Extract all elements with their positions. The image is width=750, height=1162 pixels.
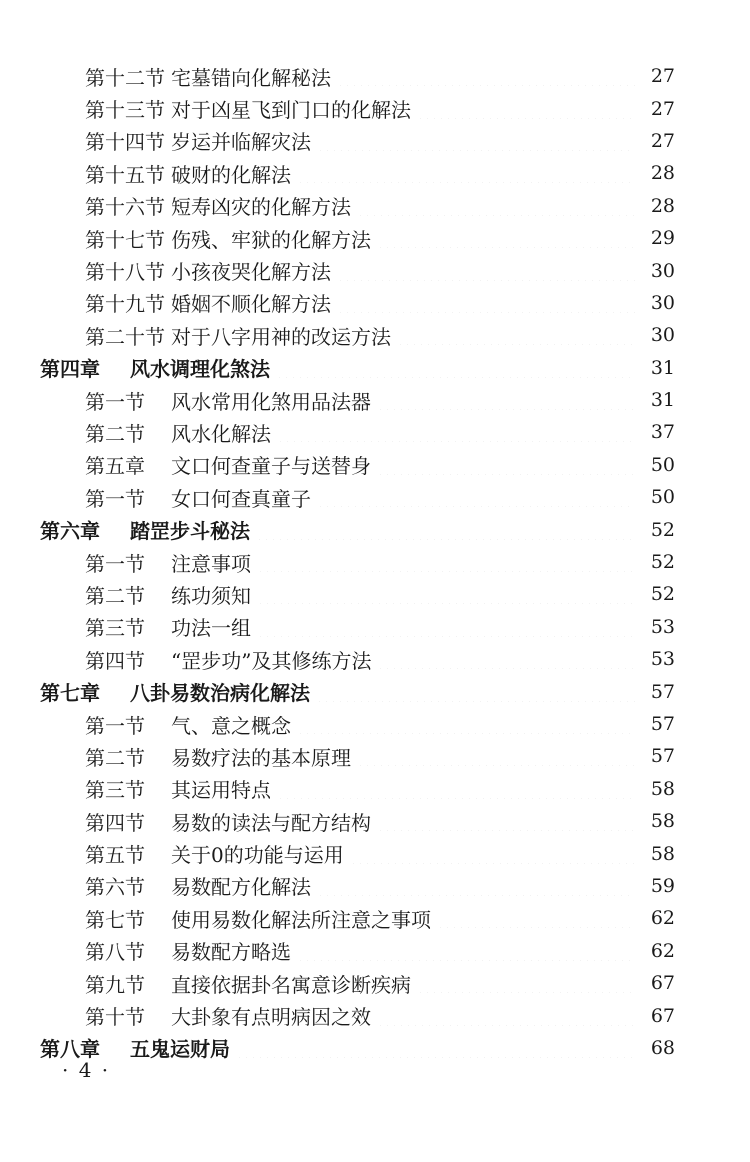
toc-entry-page-number: 31	[650, 356, 675, 379]
toc-entry-label: 第四节	[85, 810, 145, 835]
toc-entry-title: 踏罡步斗秘法	[130, 519, 250, 544]
toc-entry-label: 第一节	[85, 551, 145, 576]
toc-section-row[interactable]	[0, 287, 750, 319]
toc-section-row[interactable]	[0, 708, 750, 740]
toc-entry-title: 易数配方化解法	[171, 875, 311, 900]
dot-leader	[337, 66, 635, 86]
toc-entry-title: 直接依据卦名寓意诊断疾病	[171, 972, 411, 997]
toc-section-row[interactable]	[0, 805, 750, 837]
toc-entry-label: 第十八节	[85, 260, 165, 285]
dot-leader	[257, 617, 635, 637]
toc-entry-label: 第十二节	[85, 65, 165, 90]
toc-entry-page-number: 30	[650, 324, 675, 347]
toc-entry-title: 气、意之概念	[171, 713, 291, 738]
toc-entry-page-number: 58	[650, 777, 675, 800]
toc-entry-label: 第四节	[85, 648, 145, 673]
toc-entry-page-number: 58	[650, 842, 675, 865]
toc-entry-label: 第二节	[85, 745, 145, 770]
toc-entry-label: 第六节	[85, 875, 145, 900]
toc-entry-page-number: 37	[650, 421, 675, 444]
toc-entry-page-number: 58	[650, 810, 675, 833]
toc-entry-title: 对于八字用神的改运方法	[171, 324, 391, 349]
toc-entry-page-number: 52	[650, 551, 675, 574]
toc-entry-title: 其运用特点	[171, 778, 271, 803]
dot-leader	[417, 99, 635, 119]
dot-leader	[397, 325, 635, 345]
toc-entry-title: 使用易数化解法所注意之事项	[171, 907, 431, 932]
toc-entry-page-number: 57	[650, 745, 675, 768]
dot-leader	[377, 811, 635, 831]
toc-entry-label: 第三节	[85, 616, 145, 641]
toc-entry-page-number: 62	[650, 907, 675, 930]
page-number-footer: · 4 ·	[62, 1058, 111, 1082]
toc-entry-page-number: 57	[650, 680, 675, 703]
dot-leader	[377, 455, 635, 475]
dot-leader	[297, 941, 635, 961]
toc-entry-page-number: 27	[650, 97, 675, 120]
toc-entry-page-number: 28	[650, 162, 675, 185]
toc-entry-page-number: 30	[650, 259, 675, 282]
toc-section-row[interactable]	[0, 222, 750, 254]
dot-leader	[277, 422, 635, 442]
toc-entry-page-number: 50	[650, 486, 675, 509]
dot-leader	[437, 908, 635, 928]
dot-leader	[377, 1006, 635, 1026]
toc-entry-page-number: 67	[650, 1004, 675, 1027]
toc-entry-title: 风水化解法	[171, 421, 271, 446]
dot-leader	[357, 196, 635, 216]
toc-section-row[interactable]	[0, 190, 750, 222]
toc-entry-title: 练功须知	[171, 583, 251, 608]
toc-section-row[interactable]	[0, 416, 750, 448]
toc-entry-title: 小孩夜哭化解方法	[171, 260, 331, 285]
toc-entry-title: 风水常用化煞用品法器	[171, 389, 371, 414]
toc-entry-label: 第十九节	[85, 292, 165, 317]
toc-entry-title: 关于0的功能与运用	[171, 843, 344, 868]
toc-entry-label: 第十节	[85, 1005, 145, 1030]
dot-leader	[297, 163, 635, 183]
toc-entry-title: 婚姻不顺化解方法	[171, 292, 331, 317]
toc-entry-label: 第五章	[85, 454, 145, 479]
toc-entry-label: 第一节	[85, 389, 145, 414]
toc-entry-page-number: 53	[650, 615, 675, 638]
toc-entry-page-number: 28	[650, 194, 675, 217]
toc-entry-title: 文口何查童子与送替身	[171, 454, 371, 479]
dot-leader	[357, 746, 635, 766]
toc-entry-label: 第十五节	[85, 162, 165, 187]
toc-section-row[interactable]	[0, 773, 750, 805]
toc-section-row[interactable]	[0, 254, 750, 286]
dot-leader	[377, 390, 635, 410]
toc-entry-page-number: 29	[650, 227, 675, 250]
toc-entry-title: 女口何查真童子	[171, 486, 311, 511]
toc-chapter-row[interactable]	[0, 513, 750, 545]
dot-leader	[377, 228, 635, 248]
toc-entry-label: 第十七节	[85, 227, 165, 252]
toc-entry-title: 大卦象有点明病因之效	[171, 1005, 371, 1030]
toc-section-row[interactable]	[0, 611, 750, 643]
toc-entry-label: 第十四节	[85, 130, 165, 155]
toc-entry-title: 八卦易数治病化解法	[130, 681, 310, 706]
toc-entry-title: “罡步功”及其修练方法	[171, 648, 372, 673]
toc-entry-page-number: 52	[650, 583, 675, 606]
toc-entry-page-number: 50	[650, 453, 675, 476]
toc-entry-label: 第二节	[85, 583, 145, 608]
toc-entry-page-number: 57	[650, 713, 675, 735]
dot-leader	[317, 487, 635, 507]
toc-entry-label: 第十六节	[85, 195, 165, 220]
toc-entry-page-number: 27	[650, 129, 675, 152]
toc-entry-title: 对于凶星飞到门口的化解法	[171, 98, 411, 123]
dot-leader	[377, 649, 635, 669]
toc-section-row[interactable]	[0, 740, 750, 772]
toc-entry-page-number: 68	[650, 1036, 675, 1059]
toc-entry-label: 第七章	[40, 681, 100, 706]
toc-entry-page-number: 62	[650, 939, 675, 962]
toc-entry-title: 宅墓错向化解秘法	[171, 65, 331, 90]
toc-section-row[interactable]	[0, 578, 750, 610]
toc-entry-title: 短寿凶灾的化解方法	[171, 195, 351, 220]
table-of-contents	[0, 60, 750, 1064]
toc-chapter-row[interactable]	[0, 352, 750, 384]
dot-leader	[277, 779, 635, 799]
dot-leader	[257, 552, 635, 572]
toc-entry-label: 第十三节	[85, 98, 165, 123]
toc-entry-label: 第七节	[85, 907, 145, 932]
toc-entry-page-number: 30	[650, 291, 675, 314]
dot-leader	[337, 261, 635, 281]
toc-section-row[interactable]	[0, 92, 750, 124]
toc-entry-label: 第六章	[40, 519, 100, 544]
dot-leader	[276, 358, 635, 378]
toc-section-row[interactable]	[0, 60, 750, 92]
toc-section-row[interactable]	[0, 999, 750, 1031]
toc-entry-label: 第八节	[85, 940, 145, 965]
toc-entry-title: 破财的化解法	[171, 162, 291, 187]
toc-entry-label: 第四章	[40, 357, 100, 382]
toc-entry-title: 易数疗法的基本原理	[171, 745, 351, 770]
toc-section-row[interactable]	[0, 643, 750, 675]
toc-chapter-row[interactable]	[0, 1032, 750, 1064]
toc-section-row[interactable]	[0, 935, 750, 967]
toc-entry-label: 第五节	[85, 843, 145, 868]
toc-section-row[interactable]	[0, 546, 750, 578]
toc-section-row[interactable]	[0, 384, 750, 416]
toc-entry-page-number: 67	[650, 972, 675, 995]
toc-entry-page-number: 53	[650, 648, 675, 671]
toc-entry-title: 易数的读法与配方结构	[171, 810, 371, 835]
toc-entry-label: 第一节	[85, 713, 145, 738]
toc-entry-label: 第九节	[85, 972, 145, 997]
toc-entry-title: 易数配方略选	[171, 940, 291, 965]
toc-section-row[interactable]	[0, 449, 750, 481]
toc-entry-title: 伤残、牢狱的化解方法	[171, 227, 371, 252]
toc-entry-label: 第一节	[85, 486, 145, 511]
toc-section-row[interactable]	[0, 319, 750, 351]
dot-leader	[317, 131, 635, 151]
dot-leader	[236, 1038, 635, 1058]
toc-section-row[interactable]	[0, 837, 750, 869]
toc-entry-page-number: 27	[650, 65, 675, 88]
dot-leader	[256, 520, 635, 540]
toc-entry-page-number: 31	[650, 389, 675, 412]
dot-leader	[297, 714, 635, 734]
dot-leader	[350, 844, 635, 864]
toc-section-row[interactable]	[0, 157, 750, 189]
toc-entry-page-number: 52	[650, 518, 675, 541]
dot-leader	[317, 876, 635, 896]
toc-section-row[interactable]	[0, 967, 750, 999]
toc-entry-label: 第三节	[85, 778, 145, 803]
toc-entry-label: 第八章	[40, 1037, 100, 1062]
toc-section-row[interactable]	[0, 125, 750, 157]
toc-entry-title: 风水调理化煞法	[130, 357, 270, 382]
toc-entry-label: 第二十节	[85, 324, 165, 349]
dot-leader	[417, 973, 635, 993]
dot-leader	[257, 584, 635, 604]
toc-entry-title: 五鬼运财局	[130, 1037, 230, 1062]
toc-section-row[interactable]	[0, 902, 750, 934]
toc-section-row[interactable]	[0, 870, 750, 902]
toc-entry-title: 岁运并临解灾法	[171, 130, 311, 155]
toc-entry-label: 第二节	[85, 421, 145, 446]
toc-section-row[interactable]	[0, 481, 750, 513]
toc-entry-title: 注意事项	[171, 551, 251, 576]
dot-leader	[316, 682, 635, 702]
toc-entry-page-number: 59	[650, 874, 675, 897]
toc-entry-title: 功法一组	[171, 616, 251, 641]
toc-chapter-row[interactable]	[0, 675, 750, 707]
dot-leader	[337, 293, 635, 313]
